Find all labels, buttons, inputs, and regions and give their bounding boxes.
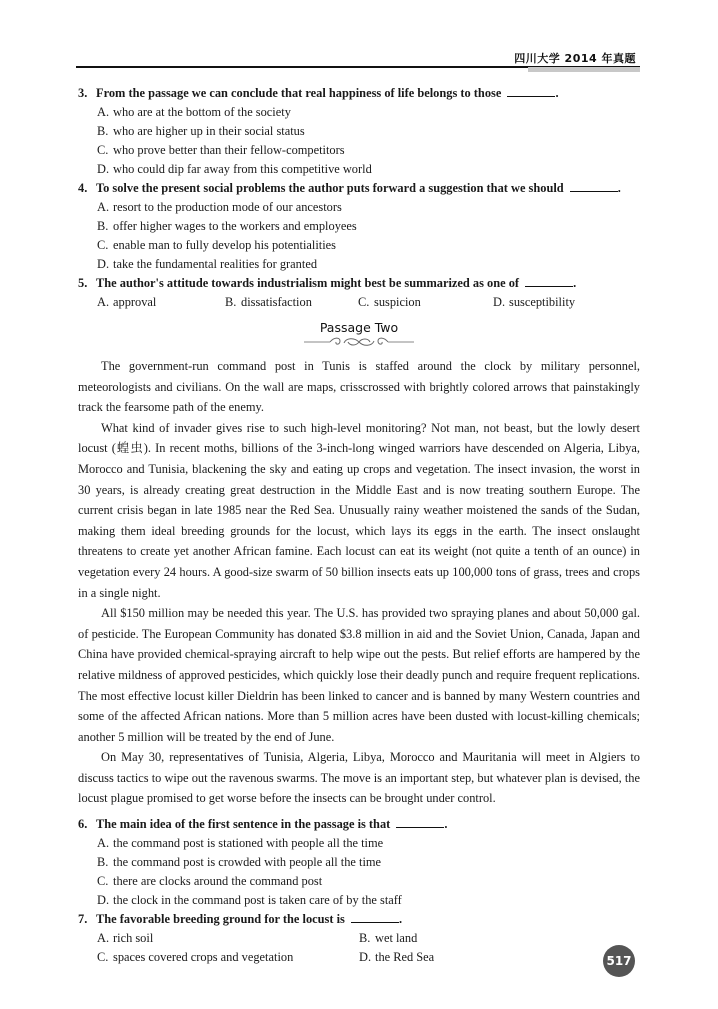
passage-paragraph: What kind of invader gives rise to such high-level monitoring? Not man, not beast, but the lowly desert locust (蝗虫). In recent moths, billions of the 3-inch-long winged warriors have descended on Algeria, Libya, Morocco and Tunisia, blackening the sky and eating up crops and vegetation. The insect invasion, the worst in 30 years, is already creating great destruction in the Middle East and is now treating southern Europe. The current crisis began in late 1985 near the Red Sea. Unusually rainy weather moistened the sands of the Sudan, making them ideal breeding grounds for the locust, which lays its eggs in the earth. The insect onslaught threatens to create yet another African famine. Each locust can eat its weight (not quite a tenth of an ounce) in vegetation every 24 hours. A good-size swarm of 50 billion insects eats up 100,000 tons of grass, trees and crops in a single night.	[78, 420, 640, 600]
passage-paragraph: The government-run command post in Tunis is staffed around the clock by military personnel, meteorologists and civilians. On the wall are maps, crisscrossed with brightly colored arrows that painstakingly track the fearsome path of the enemy.	[78, 359, 640, 415]
page-content	[78, 84, 640, 967]
page-number-badge: 517	[603, 945, 635, 977]
question-3	[78, 84, 640, 179]
question-stem: 7. The favorable breeding ground for the locust is .	[78, 912, 403, 927]
option-b: B. dissatisfaction	[225, 295, 312, 309]
option-a: A. rich soil	[97, 931, 154, 946]
question-6	[78, 815, 640, 910]
option-d: D. susceptibility	[493, 295, 576, 309]
question-5	[78, 274, 640, 312]
option-c: C. suspicion	[358, 295, 421, 309]
question-4	[78, 179, 640, 274]
header-title: 四川大学 2014 年真题	[514, 52, 636, 65]
option-a: A. who are at the bottom of the society	[97, 105, 291, 119]
question-7	[78, 910, 640, 967]
header-accent-bar	[528, 67, 640, 72]
option-d: D. the Red Sea	[359, 950, 435, 965]
question-stem: 6. The main idea of the first sentence in the passage is that .	[78, 817, 448, 832]
answer-blank	[507, 86, 555, 97]
answer-blank	[351, 912, 399, 923]
option-a: A. the command post is stationed with people all the time	[97, 836, 384, 851]
option-c: C. there are clocks around the command post	[97, 874, 323, 889]
option-c: C. spaces covered crops and vegetation	[97, 950, 294, 965]
option-b: B. who are higher up in their social status	[97, 124, 305, 138]
answer-blank	[570, 181, 618, 192]
option-d: D. who could dip far away from this competitive world	[97, 162, 372, 176]
option-d: D. take the fundamental realities for granted	[97, 257, 318, 271]
answer-blank	[396, 817, 444, 828]
option-a: A. approval	[97, 295, 157, 309]
question-stem: 3. From the passage we can conclude that real happiness of life belongs to those .	[78, 86, 559, 100]
options-row	[78, 929, 640, 948]
option-b: B. the command post is crowded with people all the time	[97, 855, 382, 870]
passage-title: Passage Two	[319, 320, 399, 335]
option-b: B. offer higher wages to the workers and employees	[97, 219, 357, 233]
passage-body	[78, 356, 640, 809]
option-c: C. enable man to fully develop his potentialities	[97, 238, 336, 252]
question-stem: 4. To solve the present social problems the author puts forward a suggestion that we should .	[78, 181, 621, 195]
passage-paragraph: All $150 million may be needed this year. The U.S. has provided two spraying planes and about 50,000 gal. of pesticide. The European Community has donated $3.8 million in aid and the Soviet Union, Canada, Japan and China have provided chemical-spraying aircraft to help wipe out the pests. But relief efforts are hampered by the relative mildness of approved pesticides, which quickly lose their deadly punch and require frequent replications. The most effective locust killer Dieldrin has been linked to cancer and is banned by many Western countries and some of the affected African nations. More than 5 million acres have been dusted with locust-killing chemicals; another 5 million will be treated by the end of June.	[78, 606, 640, 744]
question-stem: 5. The author's attitude towards industrialism might best be summarized as one of .	[78, 276, 577, 290]
ornament-divider-icon	[304, 336, 414, 348]
options-row	[78, 293, 640, 312]
page-header	[76, 48, 640, 72]
options-row	[78, 948, 640, 967]
option-d: D. the clock in the command post is taken care of by the staff	[97, 893, 402, 908]
option-c: C. who prove better than their fellow-competitors	[97, 143, 345, 157]
option-a: A. resort to the production mode of our ancestors	[97, 200, 342, 214]
passage-paragraph: On May 30, representatives of Tunisia, Algeria, Libya, Morocco and Mauritania will meet in Algiers to discuss tactics to wipe out the ravenous swarms. The move is an important step, but whatever plan is devised, the locust plague promised to get worse before the insects can be brought under control.	[78, 750, 640, 806]
answer-blank	[525, 276, 573, 287]
option-b: B. wet land	[359, 931, 418, 946]
